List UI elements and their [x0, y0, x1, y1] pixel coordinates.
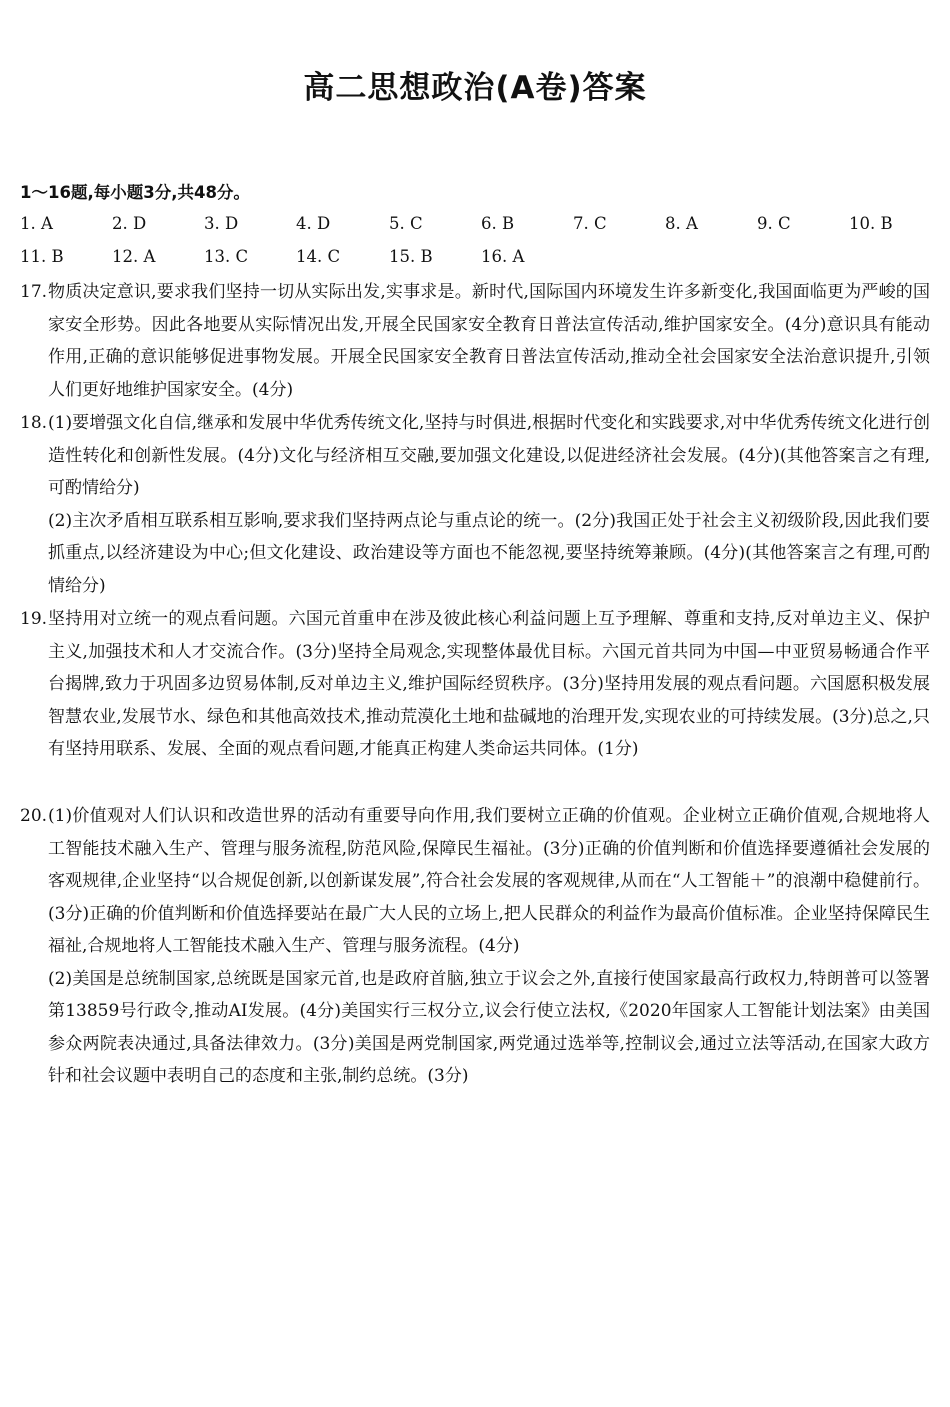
answer-item: 12. A	[112, 247, 156, 266]
answer-paragraph: (2)美国是总统制国家,总统既是国家元首,也是政府首脑,独立于议会之外,直接行使国家最高行政权力,特朗普可以签署第13859号行政令,推动AI发展。(4分)美国实行三权分立,议会行使立法权,《2020年国家人工智能计划法案》由美国参众两院表决通过,具备法律效力。(3分)美国是两党制国家,两党通过选举等,控制议会,通过立法等活动,在国家大政方针和社会议题中表明自己的态度和主张,制约总统。(3分)	[48, 968, 930, 1086]
answer-paragraph: (1)价值观对人们认识和改造世界的活动有重要导向作用,我们要树立正确的价值观。企业树立正确价值观,合规地将人工智能技术融入生产、管理与服务流程,防范风险,保障民生福祉。(3分)正确的价值判断和价值选择要遵循社会发展的客观规律,企业坚持“以合规促创新,以创新谋发展”,符合社会发展的客观规律,从而在“人工智能＋”的浪潮中稳健前行。(3分)正确的价值判断和价值选择要站在最广大人民的立场上,把人民群众的利益作为最高价值标准。企业坚持保障民生福祉,合规地将人工智能技术融入生产、管理与服务流程。(4分)	[48, 806, 930, 956]
answer-item: 7. C	[573, 214, 607, 233]
question-20	[20, 800, 930, 1093]
answer-paragraph: 物质决定意识,要求我们坚持一切从实际出发,实事求是。新时代,国际国内环境发生许多新变化,我国面临更为严峻的国家安全形势。因此各地要从实际情况出发,开展全民国家安全教育日普法宣传活动,维护国家安全。(4分)意识具有能动作用,正确的意识能够促进事物发展。开展全民国家安全教育日普法宣传活动,推动全社会国家安全法治意识提升,引领人们更好地维护国家安全。(4分)	[48, 282, 930, 400]
question-number: 18.	[20, 413, 48, 433]
question-18	[20, 407, 930, 602]
answer-item: 4. D	[296, 214, 331, 233]
answer-item: 16. A	[481, 247, 525, 266]
answer-item: 11. B	[20, 247, 64, 266]
question-number: 19.	[20, 609, 48, 629]
answer-item: 1. A	[20, 214, 53, 233]
answer-item: 15. B	[389, 247, 433, 266]
answer-item: 2. D	[112, 214, 147, 233]
answer-item: 5. C	[389, 214, 423, 233]
section-header: 1～16题,每小题3分,共48分。	[20, 183, 250, 202]
page-title: 高二思想政治(A卷)答案	[303, 70, 647, 106]
question-17	[20, 276, 930, 406]
answer-item: 8. A	[665, 214, 698, 233]
answer-item: 13. C	[204, 247, 249, 266]
answer-item: 9. C	[757, 214, 791, 233]
answer-item: 6. B	[481, 214, 515, 233]
answer-item: 14. C	[296, 247, 341, 266]
question-number: 17.	[20, 282, 48, 302]
answer-paragraph: 坚持用对立统一的观点看问题。六国元首重申在涉及彼此核心利益问题上互予理解、尊重和支持,反对单边主义、保护主义,加强技术和人才交流合作。(3分)坚持全局观念,实现整体最优目标。六国元首共同为中国—中亚贸易畅通合作平台揭牌,致力于巩固多边贸易体制,反对单边主义,维护国际经贸秩序。(3分)坚持用发展的观点看问题。六国愿积极发展智慧农业,发展节水、绿色和其他高效技术,推动荒漠化土地和盐碱地的治理开发,实现农业的可持续发展。(3分)总之,只有坚持用联系、发展、全面的观点看问题,才能真正构建人类命运共同体。(1分)	[48, 609, 930, 759]
answer-item: 3. D	[204, 214, 239, 233]
answer-item: 10. B	[849, 214, 893, 233]
question-number: 20.	[20, 806, 48, 826]
question-19	[20, 603, 930, 766]
answer-paragraph: (2)主次矛盾相互联系相互影响,要求我们坚持两点论与重点论的统一。(2分)我国正处于社会主义初级阶段,因此我们要抓重点,以经济建设为中心;但文化建设、政治建设等方面也不能忽视,要坚持统筹兼顾。(4分)(其他答案言之有理,可酌情给分)	[48, 510, 930, 596]
answer-paragraph: (1)要增强文化自信,继承和发展中华优秀传统文化,坚持与时俱进,根据时代变化和实践要求,对中华优秀传统文化进行创造性转化和创新性发展。(4分)文化与经济相互交融,要加强文化建设,以促进经济社会发展。(4分)(其他答案言之有理,可酌情给分)	[48, 413, 930, 498]
